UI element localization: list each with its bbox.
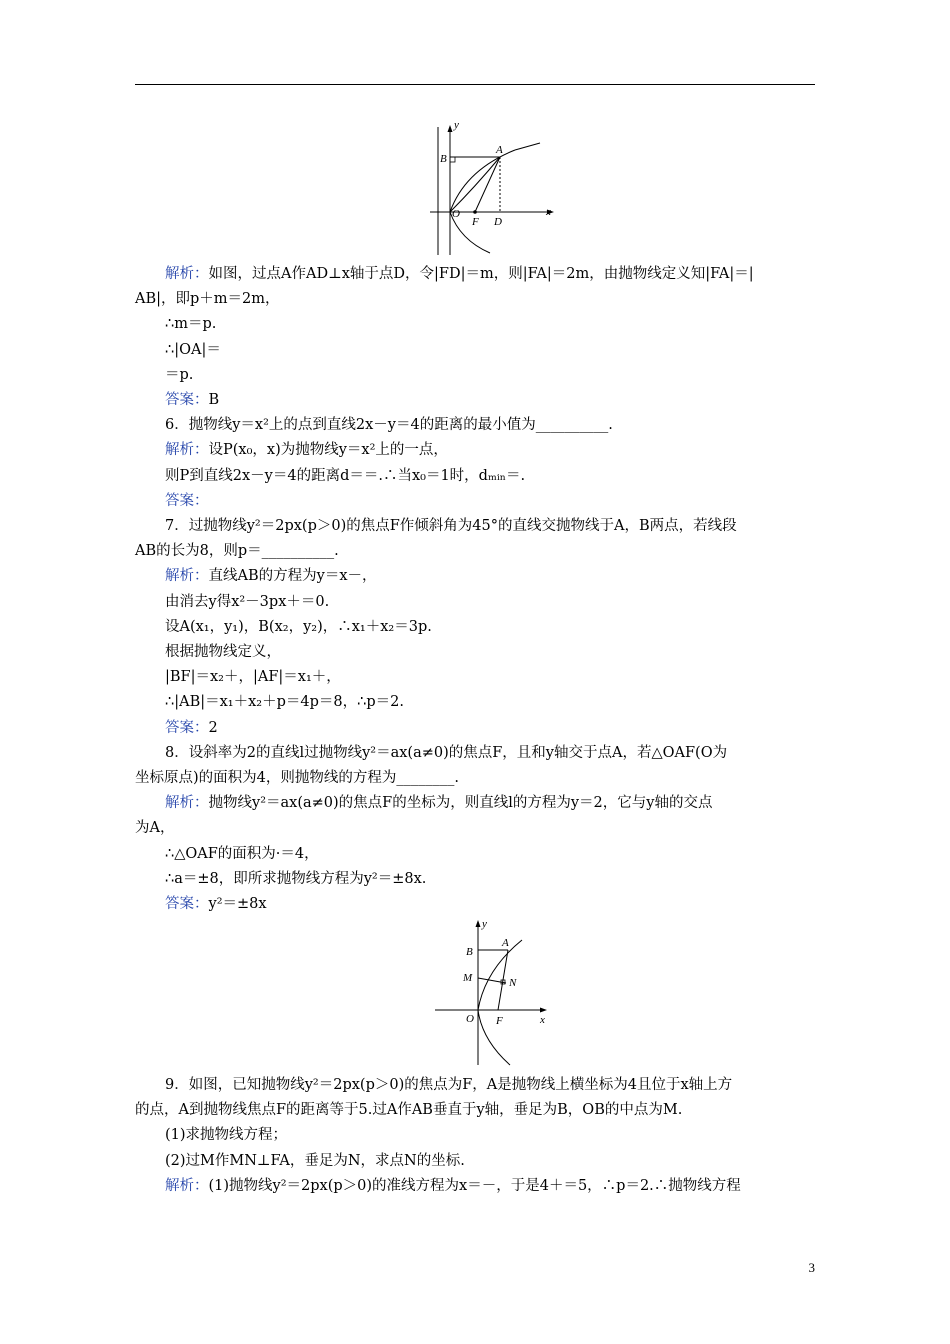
text-line xyxy=(135,816,815,841)
section-tag: 解析： xyxy=(165,442,209,459)
text-line xyxy=(135,287,815,312)
text-line xyxy=(135,338,815,363)
text-line xyxy=(135,413,815,438)
line-text: 为A， xyxy=(135,820,175,837)
line-text: 9．如图，已知抛物线y²＝2px(p＞0)的焦点为F，A是抛物线上横坐标为4且位于x轴上方 xyxy=(165,1077,733,1093)
line-text: 设A(x₁，y₁)，B(x₂，y₂)，∴x₁＋x₂＝3p. xyxy=(165,618,432,635)
section-tag: 解析： xyxy=(165,266,209,282)
line-text: 由消去y得x²－3px＋＝0. xyxy=(165,593,330,610)
line-text: ∴|AB|＝x₁＋x₂＋p＝4p＝8，∴p＝2. xyxy=(165,694,404,711)
line-text: ∴|OA|＝ xyxy=(165,341,221,358)
text-line xyxy=(135,1098,815,1123)
text-line xyxy=(135,590,815,615)
fig2-label-F: F xyxy=(496,1015,503,1027)
text-line xyxy=(135,892,815,917)
parabola-figure-2 xyxy=(430,910,570,1070)
fig2-label-O: O xyxy=(466,1013,474,1025)
fig1-label-y: y xyxy=(454,119,459,131)
text-line xyxy=(135,640,815,665)
line-text: 坐标原点)的面积为4，则抛物线的方程为________. xyxy=(135,770,459,787)
line-text: ∴a＝±8，即所求抛物线方程为y²＝±8x. xyxy=(165,870,427,887)
fig2-label-A: A xyxy=(502,937,509,949)
text-line xyxy=(135,262,815,287)
line-text: 7．过抛物线y²＝2px(p＞0)的焦点F作倾斜角为45°的直线交抛物线于A，B两点，若线段 xyxy=(165,518,737,535)
text-line xyxy=(135,363,815,388)
line-text: B xyxy=(208,392,220,409)
text-line xyxy=(135,564,815,589)
text-line xyxy=(135,741,815,766)
line-text: AB的长为8，则p＝__________. xyxy=(135,543,339,560)
line-text: ∴△OAF的面积为·＝4， xyxy=(165,845,319,862)
line-text: ＝p. xyxy=(165,366,194,383)
fig2-label-M: M xyxy=(463,972,473,984)
text-line xyxy=(135,539,815,564)
line-text: 根据抛物线定义， xyxy=(165,644,281,661)
page-number: 3 xyxy=(808,1260,815,1275)
line-text: y²＝±8x xyxy=(208,896,267,913)
line-text: 设P(x₀，x)为抛物线y＝x²上的一点， xyxy=(208,442,448,459)
fig2-label-y: y xyxy=(482,918,487,930)
text-line xyxy=(135,665,815,690)
header-rule xyxy=(135,84,815,85)
fig1-label-A: A xyxy=(496,144,503,156)
fig1-label-O: O xyxy=(452,208,460,220)
text-line xyxy=(135,690,815,715)
fig1-label-x: x xyxy=(546,206,551,218)
line-text: AB|，即p＋m＝2m， xyxy=(135,291,280,308)
fig1-label-B: B xyxy=(440,153,447,165)
section-tag: 解析： xyxy=(165,795,209,812)
line-text: 如图，过点A作AD⊥x轴于点D，令|FD|＝m，则|FA|＝2m，由抛物线定义知|FA|＝| xyxy=(208,266,754,282)
text-line xyxy=(135,867,815,892)
section-tag: 答案： xyxy=(165,392,209,409)
line-text: 的点，A到抛物线焦点F的距离等于5.过A作AB垂直于y轴，垂足为B，OB的中点为M. xyxy=(135,1102,683,1119)
section-tag: 解析： xyxy=(165,568,209,585)
text-line xyxy=(135,514,815,539)
text-line xyxy=(135,766,815,791)
line-text: 2 xyxy=(208,719,218,736)
fig2-label-x: x xyxy=(540,1014,545,1026)
line-text: 6．抛物线y＝x²上的点到直线2x－y＝4的距离的最小值为__________. xyxy=(165,417,613,434)
text-line xyxy=(135,716,815,741)
line-text: (1)求抛物线方程； xyxy=(165,1127,288,1144)
text-line xyxy=(135,615,815,640)
fig2-label-B: B xyxy=(466,946,473,958)
line-text: 则P到直线2x－y＝4的距离d＝＝.∴当x₀＝1时，dₘᵢₙ＝. xyxy=(165,467,526,484)
line-text: 直线AB的方程为y＝x－， xyxy=(208,568,377,585)
line-text: 抛物线y²＝ax(a≠0)的焦点F的坐标为，则直线l的方程为y＝2，它与y轴的交点 xyxy=(208,795,713,812)
text-line xyxy=(135,438,815,463)
fig1-label-D: D xyxy=(494,216,502,228)
line-text: |BF|＝x₂＋，|AF|＝x₁＋， xyxy=(165,669,341,686)
text-line xyxy=(135,464,815,489)
text-line xyxy=(135,312,815,337)
text-line xyxy=(135,388,815,413)
fig1-label-F: F xyxy=(472,216,479,228)
section-tag: 答案： xyxy=(165,896,209,913)
solution-text-block-1 xyxy=(135,262,815,917)
section-tag: 答案： xyxy=(165,492,209,509)
text-line xyxy=(135,489,815,514)
parabola-figure-1 xyxy=(420,115,570,260)
fig2-label-N: N xyxy=(509,977,517,989)
problem-9-text-block xyxy=(135,1073,815,1199)
section-tag: 答案： xyxy=(165,719,209,736)
text-line xyxy=(135,1149,815,1174)
text-line xyxy=(135,1073,815,1098)
text-line xyxy=(135,1123,815,1148)
section-tag: 解析： xyxy=(165,1177,209,1194)
text-line xyxy=(135,842,815,867)
line-text: 8．设斜率为2的直线l过抛物线y²＝ax(a≠0)的焦点F，且和y轴交于点A，若△OAF(O为 xyxy=(165,744,728,761)
line-text: ∴m＝p. xyxy=(165,316,217,333)
text-line xyxy=(135,1174,815,1199)
line-text: (2)过M作MN⊥FA，垂足为N，求点N的坐标. xyxy=(165,1152,465,1169)
text-line xyxy=(135,791,815,816)
line-text: (1)抛物线y²＝2px(p＞0)的准线方程为x＝－，于是4＋＝5，∴p＝2.∴抛物线方程 xyxy=(208,1177,741,1194)
